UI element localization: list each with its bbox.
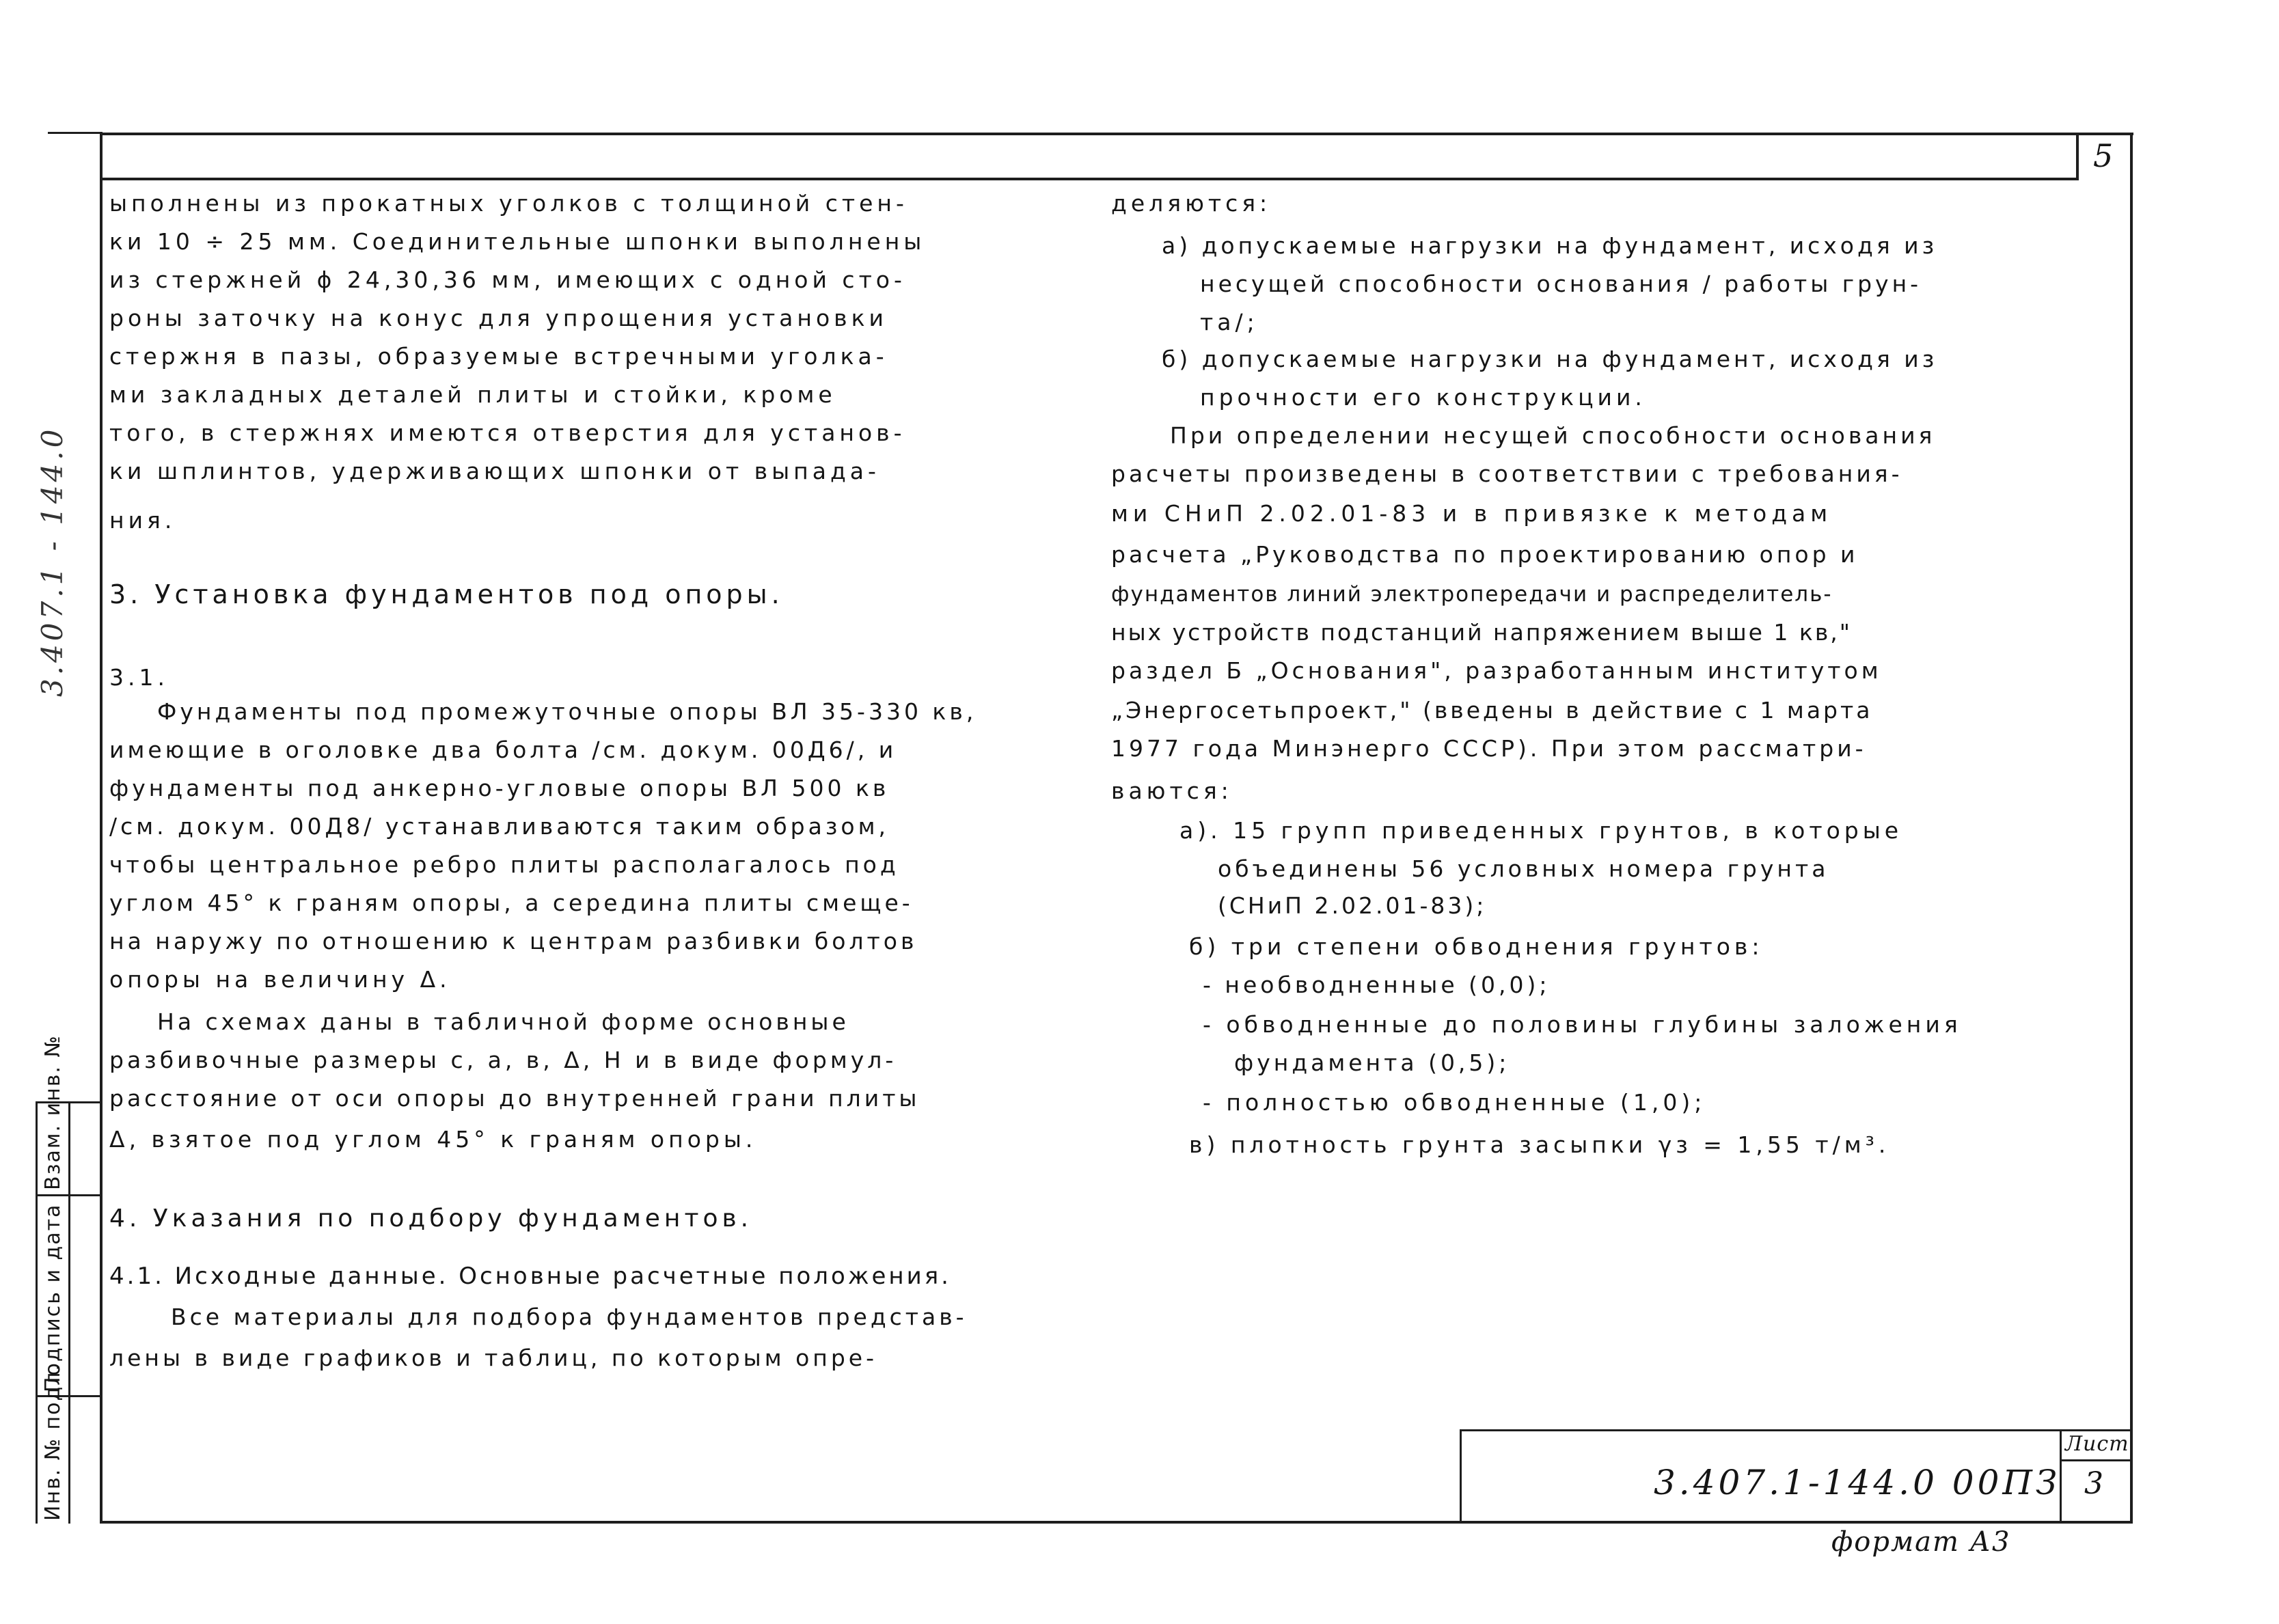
titleblock-sheet-rule bbox=[2060, 1459, 2133, 1461]
left-line-9: ния. bbox=[109, 507, 176, 534]
stamp-label-signature: Подпись и дата bbox=[41, 1203, 65, 1392]
sheet-label: Лист bbox=[2065, 1432, 2129, 1456]
left-line-17: углом 45° к граням опоры, а середина плиты смеще- bbox=[109, 890, 914, 916]
section-4-heading: 4. Указания по подбору фундаментов. bbox=[109, 1205, 753, 1233]
right-line-10: расчета „Руководства по проектированию опор и bbox=[1111, 541, 1859, 568]
right-line-15: 1977 года Минэнерго СССР). При этом рассматри- bbox=[1111, 735, 1867, 762]
stamp-outer-left bbox=[36, 1101, 38, 1524]
stamp-rule-1 bbox=[36, 1194, 103, 1196]
right-line-14: „Энергосетьпроект," (введены в действие с 1 марта bbox=[1111, 697, 1873, 724]
left-line-5: стержня в пазы, образуемые встречными уголка- bbox=[109, 343, 888, 370]
right-line-13: раздел Б „Основания", разработанным институтом bbox=[1111, 657, 1882, 684]
doc-code: 3.407.1-144.0 00ПЗ bbox=[1654, 1463, 2061, 1502]
frame-right bbox=[2130, 133, 2133, 1524]
format-label: формат А3 bbox=[1831, 1526, 2011, 1558]
right-line-12: ных устройств подстанций напряжением выше 1 кв," bbox=[1111, 619, 1852, 646]
right-line-11: фундаментов линий электропередачи и распределитель- bbox=[1111, 582, 1833, 607]
left-line-20: На схемах даны в табличной форме основные bbox=[157, 1008, 849, 1035]
right-line-1: деляются: bbox=[1111, 190, 1272, 217]
right-line-18: объединены 56 условных номера грунта bbox=[1218, 855, 1829, 882]
left-line-6: ми закладных деталей плиты и стойки, кроме bbox=[109, 381, 836, 408]
stamp-divider bbox=[68, 1101, 70, 1524]
left-line-15: /см. докум. 00Д8/ устанавливаются таким образом, bbox=[109, 813, 889, 840]
left-line-4: роны заточку на конус для упрощения установки bbox=[109, 305, 888, 331]
right-line-16: ваются: bbox=[1111, 777, 1233, 804]
titleblock-top bbox=[1460, 1429, 2133, 1431]
stamp-label-inventory: Инв. № подл. bbox=[41, 1363, 65, 1521]
right-line-25: в) плотность грунта засыпки γз = 1,55 т/м³. bbox=[1189, 1131, 1890, 1158]
right-line-20: б) три степени обводнения грунтов: bbox=[1189, 933, 1764, 960]
left-line-18: на наружу по отношению к центрам разбивки болтов bbox=[109, 928, 918, 954]
top-dash bbox=[48, 132, 103, 134]
left-line-2: ки 10 ÷ 25 мм. Соединительные шпонки выполнены bbox=[109, 228, 926, 255]
left-line-23: Δ, взятое под углом 45° к граням опоры. bbox=[109, 1126, 757, 1153]
sheet-page-number: 5 bbox=[2093, 137, 2114, 174]
sheet-number: 3 bbox=[2084, 1466, 2103, 1501]
content-top bbox=[100, 178, 2079, 180]
right-line-24: - полностью обводненные (1,0); bbox=[1203, 1089, 1706, 1116]
left-line-7: того, в стержнях имеются отверстия для установ- bbox=[109, 419, 906, 446]
right-line-6: прочности его конструкции. bbox=[1200, 384, 1646, 411]
left-line-22: расстояние от оси опоры до внутренней грани плиты bbox=[109, 1085, 920, 1112]
right-line-3: несущей способности основания / работы грун- bbox=[1200, 271, 1922, 297]
right-line-23: фундамента (0,5); bbox=[1234, 1049, 1510, 1076]
left-line-3: из стержней ϕ 24,30,36 мм, имеющих с одной сто- bbox=[109, 266, 906, 293]
titleblock-left bbox=[1460, 1429, 1462, 1524]
left-line-26: Все материалы для подбора фундаментов представ- bbox=[171, 1304, 968, 1330]
right-line-2: а) допускаемые нагрузки на фундамент, исходя из bbox=[1162, 232, 1938, 259]
left-line-27: лены в виде графиков и таблиц, по которым опре- bbox=[109, 1345, 878, 1371]
right-line-5: б) допускаемые нагрузки на фундамент, исходя из bbox=[1162, 346, 1938, 372]
right-line-21: - необводненные (0,0); bbox=[1203, 972, 1551, 998]
right-line-22: - обводненные до половины глубины заложения bbox=[1203, 1011, 1962, 1038]
right-line-19: (СНиП 2.02.01-83); bbox=[1218, 892, 1487, 919]
left-line-19: опоры на величину Δ. bbox=[109, 966, 451, 993]
right-line-4: та/; bbox=[1200, 309, 1259, 335]
left-line-1: ыполнены из прокатных уголков с толщиной стен- bbox=[109, 190, 908, 217]
left-line-16: чтобы центральное ребро плиты располагалось под bbox=[109, 851, 899, 878]
left-line-13: имеющие в оголовке два болта /см. докум. 00Д6/, и bbox=[109, 737, 897, 763]
frame-left bbox=[100, 133, 103, 1524]
frame-top bbox=[100, 133, 2133, 135]
right-line-8: расчеты произведены в соответствии с требования- bbox=[1111, 460, 1903, 487]
side-note: 3.407.1 - 144.0 bbox=[36, 426, 69, 697]
left-line-14: фундаменты под анкерно-угловые опоры ВЛ 500 кв bbox=[109, 775, 890, 801]
right-line-9: ми СНиП 2.02.01-83 и в привязке к методам bbox=[1111, 500, 1833, 527]
right-line-7: При определении несущей способности основания bbox=[1170, 422, 1936, 449]
left-line-8: ки шплинтов, удерживающих шпонки от выпада- bbox=[109, 458, 880, 484]
section-3-heading: 3. Установка фундаментов под опоры. bbox=[109, 579, 784, 609]
right-line-17: а). 15 групп приведенных грунтов, в которые bbox=[1179, 817, 1903, 844]
content-right bbox=[2076, 133, 2079, 180]
stamp-label-replacement: Взам. инв. № bbox=[41, 1034, 65, 1190]
left-line-12: Фундаменты под промежуточные опоры ВЛ 35-330 кв, bbox=[157, 698, 977, 725]
frame-bottom bbox=[100, 1521, 2133, 1524]
left-line-21: разбивочные размеры с, а, в, Δ, Н и в виде формул- bbox=[109, 1047, 897, 1073]
section-4-1-heading: 4.1. Исходные данные. Основные расчетные положения. bbox=[109, 1263, 951, 1290]
section-3-1-number: 3.1. bbox=[109, 664, 169, 691]
